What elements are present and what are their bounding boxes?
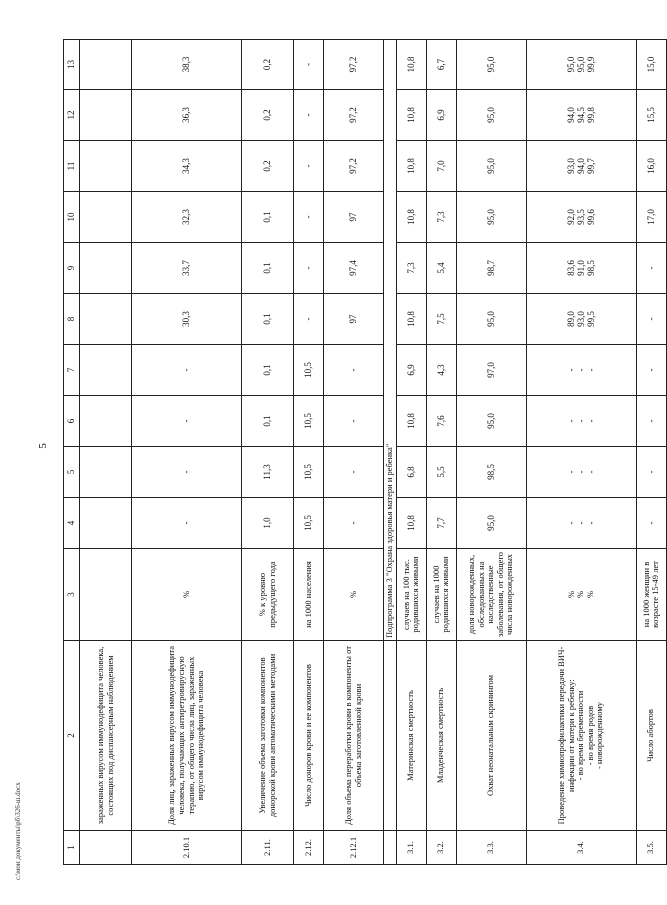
- value-cell: 5,5: [426, 447, 456, 498]
- value-cell: -: [294, 141, 324, 192]
- cell-line: 92,0: [565, 209, 576, 225]
- value-cell: 95,0: [456, 192, 526, 243]
- value-cell: 6,8: [396, 447, 426, 498]
- value-cell: [526, 90, 636, 141]
- value-cell: -: [636, 447, 666, 498]
- value-cell: 7,6: [426, 396, 456, 447]
- indicator-name: Число абортов: [636, 641, 666, 831]
- row-code: 2.12.: [294, 831, 324, 865]
- cell-line: -: [575, 470, 586, 474]
- column-number-header: 6: [64, 396, 80, 447]
- value-cell: -: [636, 294, 666, 345]
- value-cell: 98,5: [456, 447, 526, 498]
- table-row: [294, 40, 324, 865]
- cell-line: 99,8: [586, 107, 597, 123]
- value-cell: 10,8: [396, 141, 426, 192]
- value-cell: [526, 396, 636, 447]
- table-row: [132, 40, 242, 865]
- header-row: [64, 40, 80, 865]
- table-row: [636, 40, 666, 865]
- value-cell: 6,9: [396, 345, 426, 396]
- unit-of-measure: на 1000 женщин в возрасте 15-49 лет: [636, 549, 666, 641]
- column-number-header: 1: [64, 831, 80, 865]
- value-cell: [526, 345, 636, 396]
- cell-line: -: [565, 368, 576, 372]
- column-number-header: 13: [64, 40, 80, 90]
- value-cell: -: [132, 498, 242, 549]
- column-number-header: 12: [64, 90, 80, 141]
- table-row: [396, 40, 426, 865]
- row-code: 3.4.: [526, 831, 636, 865]
- value-cell: 95,0: [456, 498, 526, 549]
- value-cell: -: [636, 498, 666, 549]
- indicator-name: [384, 641, 397, 831]
- cell-line: Проведение химиопрофилактики передачи ВИЧ-инфекции от матери к ребенку:: [556, 646, 576, 825]
- table-row: [324, 40, 384, 865]
- value-cell: 98,7: [456, 243, 526, 294]
- value-cell: 0,1: [242, 243, 294, 294]
- cell-line: -: [586, 470, 597, 474]
- table-row: [526, 40, 636, 865]
- value-cell: 30,3: [132, 294, 242, 345]
- value-cell: 38,3: [132, 40, 242, 90]
- value-cell: 7,3: [426, 192, 456, 243]
- value-cell: 36,3: [132, 90, 242, 141]
- value-cell: [80, 243, 132, 294]
- cell-line: 98,5: [586, 260, 597, 276]
- value-cell: -: [324, 345, 384, 396]
- value-cell: 0,1: [242, 396, 294, 447]
- table-row: [456, 40, 526, 865]
- value-cell: 0,1: [242, 192, 294, 243]
- cell-line: 95,0: [565, 56, 576, 73]
- value-cell: -: [294, 90, 324, 141]
- value-cell: 0,1: [242, 294, 294, 345]
- footer-path: c:\мои документы\рб\326-ш.docx: [14, 782, 22, 880]
- value-cell: -: [636, 396, 666, 447]
- cell-line: 89,0: [565, 311, 576, 327]
- value-cell: -: [294, 40, 324, 90]
- value-cell: -: [294, 294, 324, 345]
- value-cell: 95,0: [456, 396, 526, 447]
- value-cell: -: [324, 396, 384, 447]
- value-cell: 0,1: [242, 345, 294, 396]
- indicator-name: [526, 641, 636, 831]
- unit-of-measure: случаев на 100 тыс. родившихся живыми: [396, 549, 426, 641]
- value-cell: 5,4: [426, 243, 456, 294]
- row-code: 2.12.1: [324, 831, 384, 865]
- cell-line: 99,5: [586, 311, 597, 327]
- value-cell: -: [636, 243, 666, 294]
- value-cell: [526, 40, 636, 90]
- value-cell: 97,2: [324, 141, 384, 192]
- value-cell: 15,5: [636, 90, 666, 141]
- value-cell: -: [636, 345, 666, 396]
- cell-line: -: [565, 521, 576, 525]
- value-cell: 7,5: [426, 294, 456, 345]
- value-cell: -: [324, 498, 384, 549]
- value-cell: -: [294, 192, 324, 243]
- cell-line: 99,7: [586, 158, 597, 174]
- row-code: 3.2.: [426, 831, 456, 865]
- row-code: 3.3.: [456, 831, 526, 865]
- indicator-name: Число доноров крови и ее компонентов: [294, 641, 324, 831]
- cell-line: -: [586, 419, 597, 423]
- unit-of-measure: случаев на 1000 родившихся живыми: [426, 549, 456, 641]
- value-cell: 10,8: [396, 396, 426, 447]
- column-number-header: 9: [64, 243, 80, 294]
- value-cell: 11,3: [242, 447, 294, 498]
- indicator-name: зараженных вирусом иммунодефицита человека, состоящих под диспансерным наблюдением: [80, 641, 132, 831]
- unit-of-measure: %: [132, 549, 242, 641]
- value-cell: [526, 243, 636, 294]
- value-cell: 4,3: [426, 345, 456, 396]
- cell-line: - во время беременности: [575, 690, 586, 781]
- value-cell: 10,5: [294, 447, 324, 498]
- indicator-name: Доля объема переработки крови в компоненты от объема заготовленной крови: [324, 641, 384, 831]
- value-cell: 34,3: [132, 141, 242, 192]
- cell-line: 99,6: [586, 209, 597, 225]
- column-number-header: 8: [64, 294, 80, 345]
- cell-line: %: [575, 590, 586, 599]
- unit-of-measure: [526, 549, 636, 641]
- cell-line: - во время родов: [584, 705, 595, 766]
- rotated-table-area: [63, 40, 661, 865]
- value-cell: 97,0: [456, 345, 526, 396]
- value-cell: [80, 40, 132, 90]
- cell-line: 94,0: [575, 158, 586, 174]
- column-number-header: 7: [64, 345, 80, 396]
- cell-line: 83,6: [565, 260, 576, 276]
- value-cell: 1,0: [242, 498, 294, 549]
- value-cell: [526, 447, 636, 498]
- unit-of-measure: доля новорожденных, обследованных на наследственные заболевания, от общего числа новорожденных: [456, 549, 526, 641]
- value-cell: -: [132, 447, 242, 498]
- value-cell: 10,8: [396, 40, 426, 90]
- value-cell: 95,0: [456, 141, 526, 192]
- value-cell: 95,0: [456, 40, 526, 90]
- column-number-header: 2: [64, 641, 80, 831]
- value-cell: [80, 141, 132, 192]
- unit-of-measure: [80, 549, 132, 641]
- value-cell: 15,0: [636, 40, 666, 90]
- value-cell: [526, 141, 636, 192]
- cell-line: %: [584, 590, 595, 599]
- table-row: [80, 40, 132, 865]
- value-cell: 10,5: [294, 498, 324, 549]
- value-cell: [80, 90, 132, 141]
- value-cell: [80, 447, 132, 498]
- indicators-table: [63, 39, 667, 865]
- value-cell: 32,3: [132, 192, 242, 243]
- indicator-name: Материнская смертность: [396, 641, 426, 831]
- cell-line: 93,0: [575, 311, 586, 327]
- cell-line: -: [565, 470, 576, 474]
- cell-line: -: [586, 521, 597, 525]
- cell-line: 94,5: [575, 107, 586, 123]
- value-cell: 97,4: [324, 243, 384, 294]
- value-cell: 33,7: [132, 243, 242, 294]
- value-cell: 0,2: [242, 90, 294, 141]
- page-number: 5: [36, 443, 49, 449]
- value-cell: 97,2: [324, 90, 384, 141]
- value-cell: [80, 345, 132, 396]
- value-cell: 7,3: [396, 243, 426, 294]
- column-number-header: 5: [64, 447, 80, 498]
- cell-line: -: [575, 368, 586, 372]
- indicator-name: Охват неонатальным скринингом: [456, 641, 526, 831]
- row-code: [80, 831, 132, 865]
- value-cell: [526, 294, 636, 345]
- value-cell: [80, 192, 132, 243]
- cell-line: -: [565, 419, 576, 423]
- column-number-header: 10: [64, 192, 80, 243]
- row-code: [384, 831, 397, 865]
- cell-line: -: [575, 521, 586, 525]
- value-cell: 10,5: [294, 396, 324, 447]
- value-cell: [80, 498, 132, 549]
- column-number-header: 11: [64, 141, 80, 192]
- value-cell: 97: [324, 192, 384, 243]
- value-cell: [80, 294, 132, 345]
- value-cell: 95,0: [456, 294, 526, 345]
- value-cell: [526, 498, 636, 549]
- unit-of-measure: на 1000 населения: [294, 549, 324, 641]
- cell-line: 99,9: [586, 56, 597, 73]
- value-cell: 0,2: [242, 141, 294, 192]
- cell-line: 93,5: [575, 209, 586, 225]
- value-cell: -: [132, 345, 242, 396]
- value-cell: 6,7: [426, 40, 456, 90]
- cell-line: - новорожденному: [594, 701, 605, 770]
- value-cell: -: [324, 447, 384, 498]
- value-cell: 97: [324, 294, 384, 345]
- cell-line: %: [565, 590, 576, 599]
- table-row: [242, 40, 294, 865]
- value-cell: 97,2: [324, 40, 384, 90]
- cell-line: -: [575, 419, 586, 423]
- value-cell: 10,8: [396, 90, 426, 141]
- row-code: 3.5.: [636, 831, 666, 865]
- cell-line: 94,0: [565, 107, 576, 123]
- cell-line: -: [586, 368, 597, 372]
- table-row: [426, 40, 456, 865]
- value-cell: 16,0: [636, 141, 666, 192]
- column-number-header: 4: [64, 498, 80, 549]
- cell-line: 93,0: [565, 158, 576, 174]
- value-cell: 10,5: [294, 345, 324, 396]
- unit-of-measure: %: [324, 549, 384, 641]
- value-cell: 7,0: [426, 141, 456, 192]
- value-cell: -: [294, 243, 324, 294]
- subprogram-row: [384, 40, 397, 865]
- subprogram-title: Подпрограмма 3 "Охрана здоровья матери и ребенка": [384, 40, 397, 641]
- value-cell: 6,9: [426, 90, 456, 141]
- indicator-name: Увеличение объема заготовки компонентов донорской крови автоматическими методами: [242, 641, 294, 831]
- value-cell: 17,0: [636, 192, 666, 243]
- row-code: 2.10.1: [132, 831, 242, 865]
- value-cell: 0,2: [242, 40, 294, 90]
- value-cell: [526, 192, 636, 243]
- unit-of-measure: % к уровню предыдущего года: [242, 549, 294, 641]
- cell-line: 91,0: [575, 260, 586, 276]
- value-cell: 10,8: [396, 294, 426, 345]
- row-code: 3.1.: [396, 831, 426, 865]
- value-cell: 95,0: [456, 90, 526, 141]
- column-number-header: 3: [64, 549, 80, 641]
- cell-line: 95,0: [575, 56, 586, 73]
- indicator-name: Младенческая смертность: [426, 641, 456, 831]
- row-code: 2.11.: [242, 831, 294, 865]
- value-cell: [80, 396, 132, 447]
- value-cell: 10,8: [396, 192, 426, 243]
- value-cell: 7,7: [426, 498, 456, 549]
- indicator-name: Доля лиц, зараженных вирусом иммунодефицита человека, получающих антиретровирусную терапию, от общего числа лиц, зараженных вирусом иммунодефицита человека: [132, 641, 242, 831]
- value-cell: -: [132, 396, 242, 447]
- value-cell: 10,8: [396, 498, 426, 549]
